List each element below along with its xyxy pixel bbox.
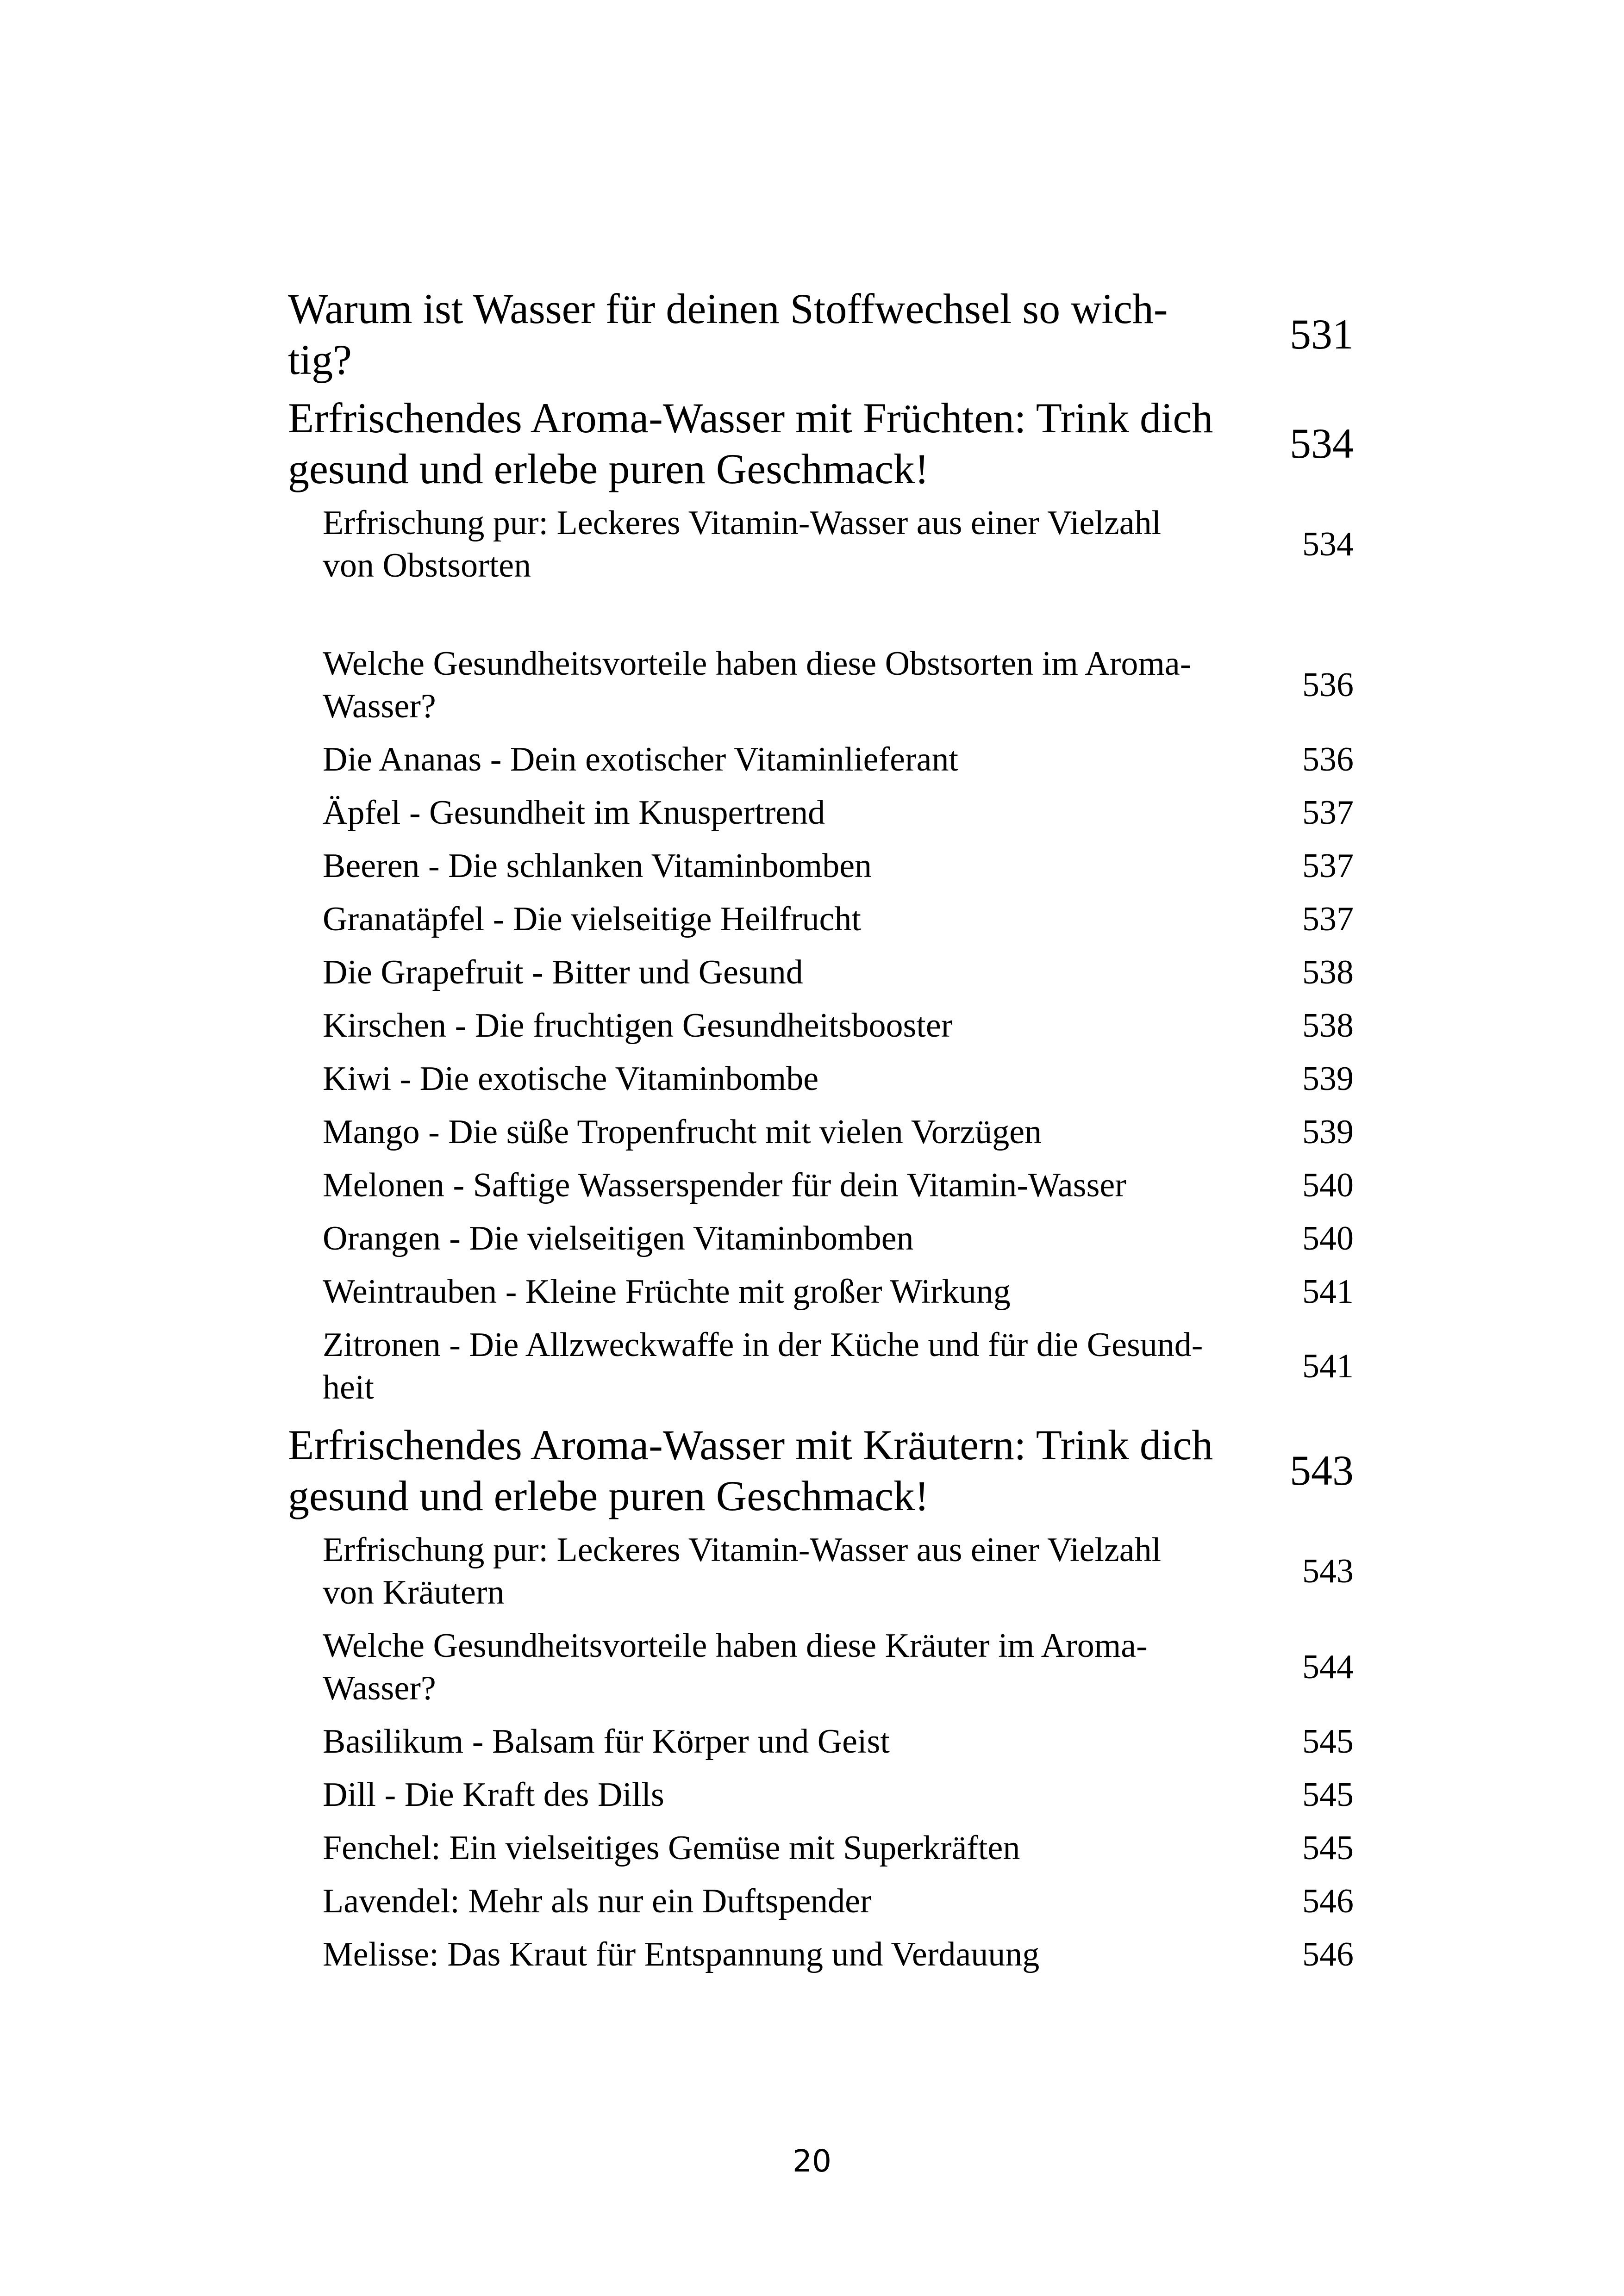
toc-entry-page: 543	[1290, 1447, 1354, 1494]
toc-entry[interactable]	[288, 1324, 1354, 1409]
toc-entry[interactable]	[288, 1773, 1354, 1816]
toc-entry-title: Weintrauben - Kleine Früchte mit großer Wirkung	[323, 1273, 1011, 1311]
toc-entry-title: Melonen - Saftige Wasserspender für dein Vitamin-Wasser	[323, 1166, 1126, 1204]
toc-entry-title: Erfrischendes Aroma-Wasser mit Früchten: Trink dich gesund und erlebe puren Geschmack!	[288, 394, 1213, 492]
toc-entry[interactable]	[288, 951, 1354, 994]
toc-entry-title: Welche Gesundheitsvorteile haben diese Obstsorten im Aroma- Wasser?	[323, 645, 1192, 725]
toc-entry-page: 537	[1302, 847, 1354, 885]
toc-entry-title: Welche Gesundheitsvorteile haben diese Kräuter im Aroma- Wasser?	[323, 1627, 1148, 1707]
toc-entry-title: Kiwi - Die exotische Vitaminbombe	[323, 1060, 819, 1098]
toc-entry-title: Melisse: Das Kraut für Entspannung und Verdauung	[323, 1935, 1040, 1973]
toc-entry-title: Erfrischung pur: Leckeres Vitamin-Wasser aus einer Vielzahl von Kräutern	[323, 1531, 1162, 1612]
toc-entry-title: Die Grapefruit - Bitter und Gesund	[323, 953, 803, 991]
toc-entry[interactable]	[288, 1111, 1354, 1153]
toc-entry-page: 537	[1302, 900, 1354, 938]
toc-entry[interactable]	[288, 642, 1354, 728]
page-number: 20	[793, 2143, 831, 2179]
toc-entry[interactable]	[288, 1624, 1354, 1710]
toc-entry[interactable]	[288, 1419, 1354, 1521]
toc-entry-page: 540	[1302, 1166, 1354, 1204]
toc-entry-title: Erfrischendes Aroma-Wasser mit Kräutern: Trink dich gesund und erlebe puren Geschmack!	[288, 1421, 1213, 1519]
toc-entry[interactable]	[288, 1270, 1354, 1313]
toc-entry[interactable]	[288, 1164, 1354, 1207]
toc-entry[interactable]	[288, 1933, 1354, 1976]
toc-entry-title: Die Ananas - Dein exotischer Vitaminlieferant	[323, 740, 959, 778]
toc-entry-page: 536	[1302, 666, 1354, 704]
toc-entry[interactable]	[288, 1058, 1354, 1100]
toc-entry-page: 534	[1290, 420, 1354, 467]
toc-entry-title: Äpfel - Gesundheit im Knuspertrend	[323, 794, 825, 832]
toc-entry-title: Kirschen - Die fruchtigen Gesundheitsbooster	[323, 1007, 953, 1045]
toc-entry[interactable]	[288, 392, 1354, 494]
toc-entry-page: 545	[1302, 1829, 1354, 1867]
toc-entry-page: 545	[1302, 1723, 1354, 1761]
toc-entry[interactable]	[288, 1004, 1354, 1047]
toc-entry-page: 543	[1302, 1552, 1354, 1590]
toc-entry-title: Zitronen - Die Allzweckwaffe in der Küche und für die Gesund- heit	[323, 1326, 1203, 1406]
table-of-contents	[288, 283, 1354, 1986]
toc-entry-page: 541	[1302, 1347, 1354, 1385]
toc-entry-page: 539	[1302, 1060, 1354, 1098]
toc-entry-page: 546	[1302, 1882, 1354, 1920]
toc-entry[interactable]	[288, 1880, 1354, 1923]
toc-entry-page: 534	[1302, 525, 1354, 563]
toc-entry[interactable]	[288, 738, 1354, 781]
toc-entry-page: 536	[1302, 740, 1354, 778]
toc-entry-page: 538	[1302, 1007, 1354, 1045]
toc-entry[interactable]	[288, 845, 1354, 887]
toc-entry-title: Mango - Die süße Tropenfrucht mit vielen Vorzügen	[323, 1113, 1042, 1151]
toc-entry-title: Dill - Die Kraft des Dills	[323, 1776, 664, 1814]
toc-entry[interactable]	[288, 283, 1354, 385]
toc-entry-title: Warum ist Wasser für deinen Stoffwechsel so wich- tig?	[288, 285, 1168, 383]
toc-entry[interactable]	[288, 1720, 1354, 1763]
toc-entry-title: Orangen - Die vielseitigen Vitaminbomben	[323, 1220, 914, 1257]
toc-entry-title: Basilikum - Balsam für Körper und Geist	[323, 1723, 890, 1761]
toc-entry-title: Fenchel: Ein vielseitiges Gemüse mit Superkräften	[323, 1829, 1020, 1867]
toc-entry-title: Erfrischung pur: Leckeres Vitamin-Wasser aus einer Vielzahl von Obstsorten	[323, 504, 1162, 585]
toc-entry-page: 544	[1302, 1648, 1354, 1686]
toc-entry-page: 531	[1290, 311, 1354, 358]
toc-entry-page: 537	[1302, 794, 1354, 832]
toc-entry[interactable]	[288, 1827, 1354, 1869]
toc-entry-page: 538	[1302, 953, 1354, 991]
toc-entry-page: 541	[1302, 1273, 1354, 1311]
toc-entry-page: 546	[1302, 1935, 1354, 1973]
toc-entry[interactable]	[288, 502, 1354, 587]
toc-entry-title: Granatäpfel - Die vielseitige Heilfrucht	[323, 900, 861, 938]
toc-entry[interactable]	[288, 1217, 1354, 1260]
toc-entry-page: 540	[1302, 1220, 1354, 1257]
toc-entry-title: Beeren - Die schlanken Vitaminbomben	[323, 847, 872, 885]
toc-entry-page: 545	[1302, 1776, 1354, 1814]
toc-entry[interactable]	[288, 1529, 1354, 1614]
toc-entry[interactable]	[288, 898, 1354, 940]
toc-entry-title: Lavendel: Mehr als nur ein Duftspender	[323, 1882, 872, 1920]
toc-entry-page: 539	[1302, 1113, 1354, 1151]
toc-entry[interactable]	[288, 791, 1354, 834]
